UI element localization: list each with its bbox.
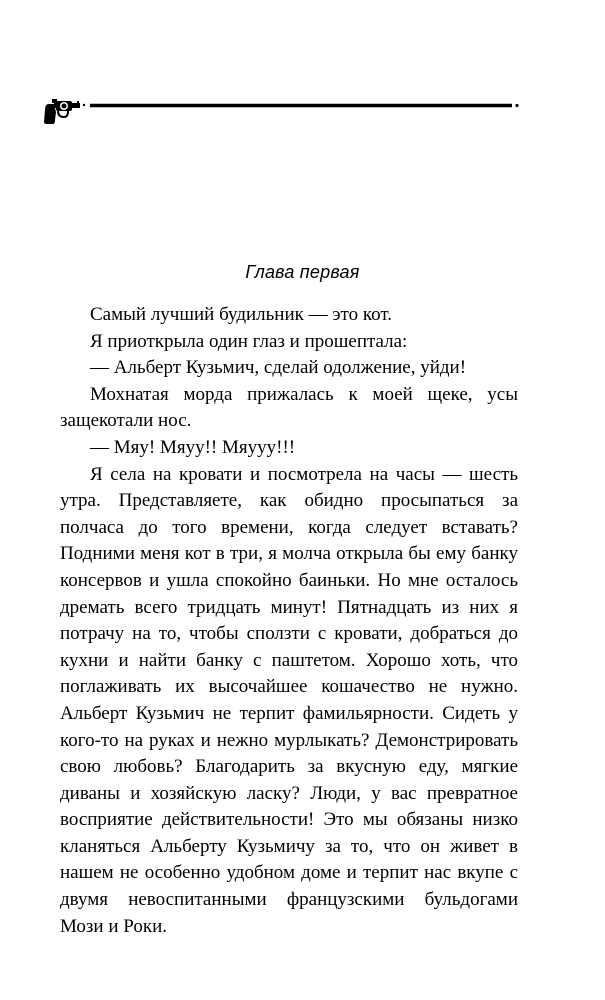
paragraph: Я села на кровати и посмотрела на часы — шесть утра. Представляете, как обидно просыпаться за полчаса до того времени, когда следует вставать? Подними меня кот в три, я молча открыла бы ему банку консервов и ушла спокойно баиньки. Но мне осталось дремать всего тридцать минут! Пятнадцать из них я потрачу на то, чтобы сползти с кровати, добраться до кухни и найти банку с паштетом. Хорошо хоть, что поглаживать их высочайшее кошачество не нужно. Альберт Кузьмич не терпит фамильярности. Сидеть у кого-то на руках и нежно мурлыкать? Демонстрировать свою любовь? Благодарить за вкусную еду, мягкие диваны и хозяйскую ласку? Люди, у вас превратное восприятие действительности! Это мы обязаны низко кланяться Альберту Кузьмичу за то, что он живет в нашем не особенно удобном доме и терпит нас вкупе с двумя невоспитанными французскими бульдогами Мози и Роки.	[60, 463, 518, 937]
body-text	[60, 302, 518, 940]
paragraph: — Мяу! Мяуу!! Мяууу!!!	[90, 436, 296, 458]
paragraph: Я приоткрыла один глаз и прошептала:	[90, 330, 408, 352]
divider-end-dot	[515, 104, 518, 107]
revolver-divider	[44, 92, 520, 126]
paragraph: — Альберт Кузьмич, сделай одолжение, уйди!	[90, 357, 467, 379]
revolver-icon	[44, 99, 85, 124]
chapter-title: Глава первая	[245, 262, 360, 282]
paragraph: Самый лучший будильник — это кот.	[90, 304, 392, 325]
paragraph: Мохнатая морда прижалась к моей щеке, усы защекотали нос.	[60, 383, 518, 432]
